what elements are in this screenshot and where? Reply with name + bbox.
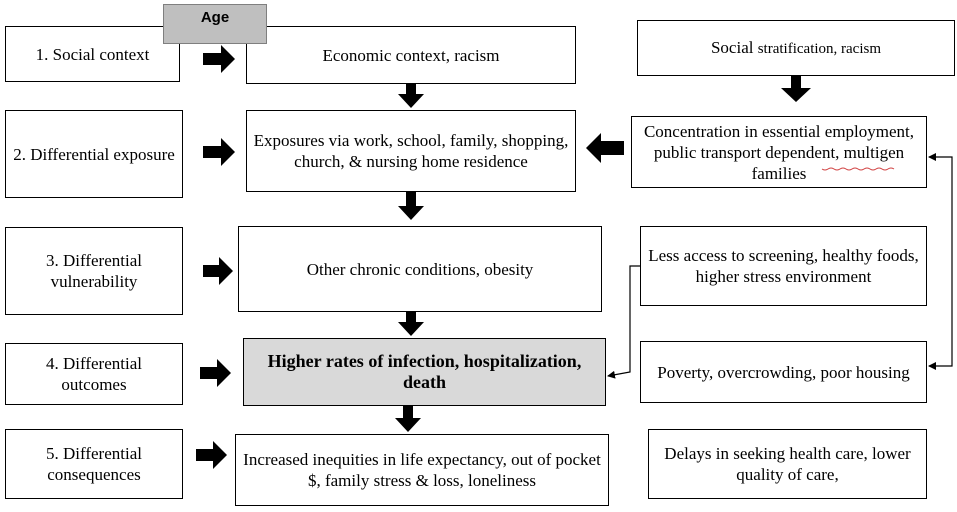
stage-5-label: 5. Differential consequences: [46, 444, 142, 484]
chronic-conditions-text: Other chronic conditions, obesity: [306, 259, 534, 279]
arrow-down-4: [395, 406, 421, 432]
arrow-right-4: [200, 359, 231, 387]
arrow-right-2: [203, 138, 235, 166]
economic-context-text: Economic context, racism: [322, 45, 500, 65]
arrow-right-5: [196, 441, 227, 469]
connector-screening-outcomes: [608, 266, 640, 376]
spellcheck-underline: [822, 168, 894, 170]
stage-4-label: 4. Differential outcomes: [46, 354, 142, 394]
arrow-down-3: [398, 312, 424, 336]
consequences-text: Increased inequities in life expectancy, out of pocket $, family stress & loss, loneliness: [243, 450, 601, 490]
arrow-right-3: [203, 257, 233, 285]
essential-employment-text: Concentration in essential employment, public transport dependent, multigen families: [643, 121, 915, 183]
social-stratification-text: Social stratification, racism: [710, 37, 882, 57]
screening-access-text: Less access to screening, healthy foods, higher stress environment: [648, 246, 919, 286]
stage-3-label: 3. Differential vulnerability: [46, 251, 142, 291]
arrow-down-2: [398, 192, 424, 220]
arrow-right-1: [203, 45, 235, 73]
poverty-text: Poverty, overcrowding, poor housing: [657, 362, 910, 382]
delays-care-text: Delays in seeking health care, lower quality of care,: [664, 444, 911, 484]
stage-1-label: 1. Social context: [35, 44, 150, 64]
stage-2-label: 2. Differential exposure: [13, 144, 175, 164]
connector-employment-poverty: [929, 157, 952, 366]
outcomes-text: Higher rates of infection, hospitalization, death: [267, 351, 582, 392]
arrow-left-exposure: [586, 133, 624, 163]
exposures-text: Exposures via work, school, family, shopping, church, & nursing home residence: [253, 131, 569, 171]
arrow-down-1: [398, 84, 424, 108]
arrow-down-right: [781, 76, 811, 102]
age-tag-label: Age: [200, 9, 230, 26]
